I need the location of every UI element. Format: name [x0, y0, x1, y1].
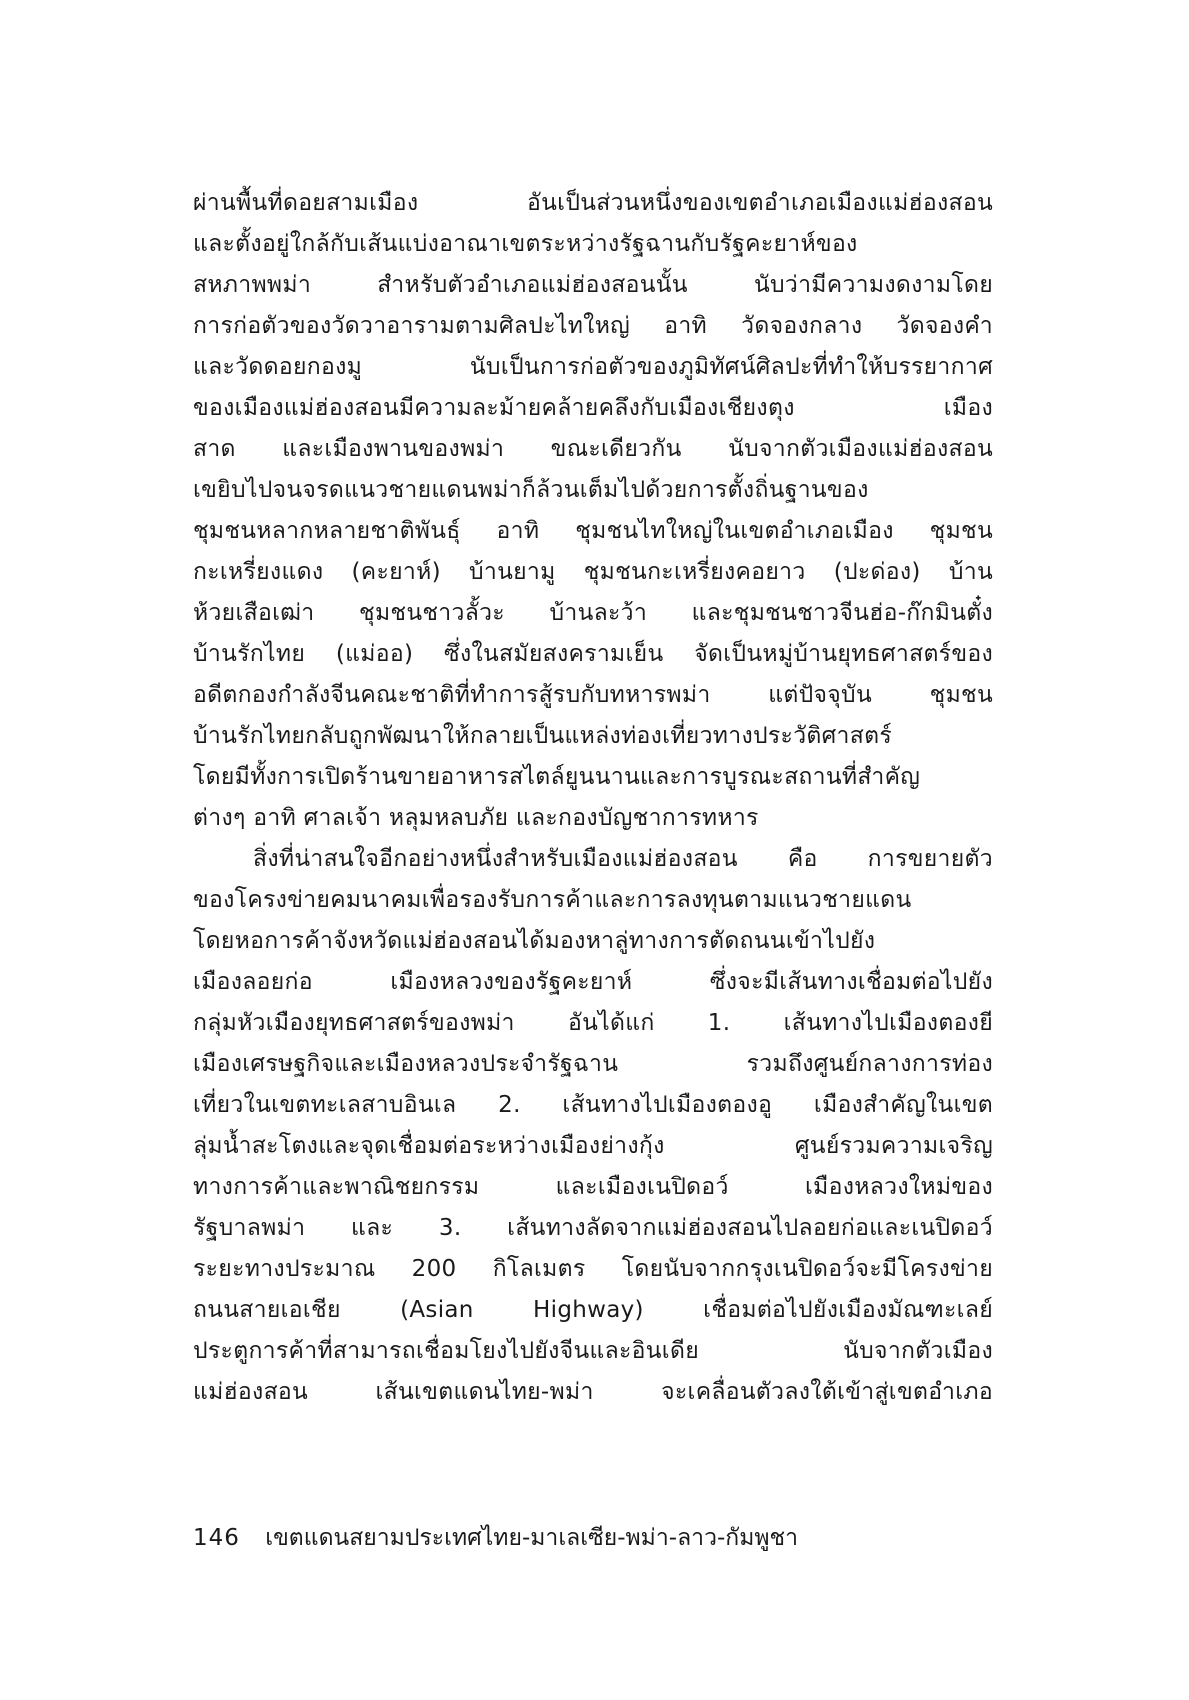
- text-line: อดีตกองกำลังจีนคณะชาติที่ทำการสู้รบกับทหารพม่า แต่ปัจจุบัน ชุมชน: [193, 682, 993, 708]
- text-line: และตั้งอยู่ใกล้กับเส้นแบ่งอาณาเขตระหว่างรัฐฉานกับรัฐคะยาห์ของ: [193, 231, 858, 257]
- text-line: ทางการค้าและพาณิชยกรรม และเมืองเนปิดอว์ เมืองหลวงใหม่ของ: [193, 1174, 993, 1200]
- text-line: เขยิบไปจนจรดแนวชายแดนพม่าก็ล้วนเต็มไปด้วยการตั้งถิ่นฐานของ: [193, 477, 869, 503]
- text-line: ของเมืองแม่ฮ่องสอนมีความละม้ายคล้ายคลึงกับเมืองเชียงตุง เมือง: [193, 395, 993, 421]
- text-line: กะเหรี่ยงแดง (คะยาห์) บ้านยามู ชุมชนกะเหรี่ยงคอยาว (ปะด่อง) บ้าน: [193, 559, 993, 585]
- running-title: เขตแดนสยามประเทศไทย-มาเลเซีย-พม่า-ลาว-กัมพูชา: [265, 1525, 799, 1551]
- text-line: แม่ฮ่องสอน เส้นเขตแดนไทย-พม่า จะเคลื่อนตัวลงใต้เข้าสู่เขตอำเภอ: [193, 1379, 993, 1405]
- text-line: ลุ่มน้ำสะโตงและจุดเชื่อมต่อระหว่างเมืองย่างกุ้ง ศูนย์รวมความเจริญ: [193, 1133, 993, 1159]
- text-line: เที่ยวในเขตทะเลสาบอินเล 2. เส้นทางไปเมืองตองอู เมืองสำคัญในเขต: [193, 1092, 993, 1118]
- text-line: บ้านรักไทย (แม่ออ) ซึ่งในสมัยสงครามเย็น จัดเป็นหมู่บ้านยุทธศาสตร์ของ: [193, 641, 993, 667]
- text-line: บ้านรักไทยกลับถูกพัฒนาให้กลายเป็นแหล่งท่องเที่ยวทางประวัติศาสตร์: [193, 723, 892, 749]
- page-footer: [193, 1523, 798, 1553]
- text-line: กลุ่มหัวเมืองยุทธศาสตร์ของพม่า อันได้แก่ 1. เส้นทางไปเมืองตองยี: [193, 1010, 993, 1036]
- text-line: ชุมชนหลากหลายชาติพันธุ์ อาทิ ชุมชนไทใหญ่ในเขตอำเภอเมือง ชุมชน: [193, 518, 993, 544]
- text-line: สาด และเมืองพานของพม่า ขณะเดียวกัน นับจากตัวเมืองแม่ฮ่องสอน: [193, 436, 993, 462]
- text-line: เมืองเศรษฐกิจและเมืองหลวงประจำรัฐฉาน รวมถึงศูนย์กลางการท่อง: [193, 1051, 993, 1077]
- text-line: โดยหอการค้าจังหวัดแม่ฮ่องสอนได้มองหาลู่ทางการตัดถนนเข้าไปยัง: [193, 928, 876, 954]
- text-line: ผ่านพื้นที่ดอยสามเมือง อันเป็นส่วนหนึ่งของเขตอำเภอเมืองแม่ฮ่องสอน: [193, 190, 993, 216]
- text-line: รัฐบาลพม่า และ 3. เส้นทางลัดจากแม่ฮ่องสอนไปลอยก่อและเนปิดอว์: [193, 1215, 993, 1241]
- text-line: ต่างๆ อาทิ ศาลเจ้า หลุมหลบภัย และกองบัญชาการทหาร: [193, 805, 759, 831]
- text-line: การก่อตัวของวัดวาอารามตามศิลปะไทใหญ่ อาทิ วัดจองกลาง วัดจองคำ: [193, 313, 993, 339]
- text-line: ระยะทางประมาณ 200 กิโลเมตร โดยนับจากกรุงเนปิดอว์จะมีโครงข่าย: [193, 1256, 993, 1282]
- paragraph-first-line: สิ่งที่น่าสนใจอีกอย่างหนึ่งสำหรับเมืองแม่ฮ่องสอน คือ การขยายตัว: [253, 846, 993, 872]
- text-line: สหภาพพม่า สำหรับตัวอำเภอแม่ฮ่องสอนนั้น นับว่ามีความงดงามโดย: [193, 272, 993, 298]
- page-number: 146: [193, 1525, 240, 1551]
- text-line: ประตูการค้าที่สามารถเชื่อมโยงไปยังจีนและอินเดีย นับจากตัวเมือง: [193, 1338, 993, 1364]
- text-line: เมืองลอยก่อ เมืองหลวงของรัฐคะยาห์ ซึ่งจะมีเส้นทางเชื่อมต่อไปยัง: [193, 969, 993, 995]
- text-line: โดยมีทั้งการเปิดร้านขายอาหารสไตล์ยูนนานและการบูรณะสถานที่สำคัญ: [193, 764, 921, 790]
- body-text: [193, 183, 993, 1413]
- text-line: ห้วยเสือเฒ่า ชุมชนชาวลั้วะ บ้านละว้า และชุมชนชาวจีนฮ่อ-ก๊กมินตั๋ง: [193, 600, 993, 626]
- text-line: และวัดดอยกองมู นับเป็นการก่อตัวของภูมิทัศน์ศิลปะที่ทำให้บรรยากาศ: [193, 354, 993, 380]
- text-line: ถนนสายเอเชีย (Asian Highway) เชื่อมต่อไปยังเมืองมัณฑะเลย์: [193, 1297, 993, 1323]
- text-line: ของโครงข่ายคมนาคมเพื่อรองรับการค้าและการลงทุนตามแนวชายแดน: [193, 887, 912, 913]
